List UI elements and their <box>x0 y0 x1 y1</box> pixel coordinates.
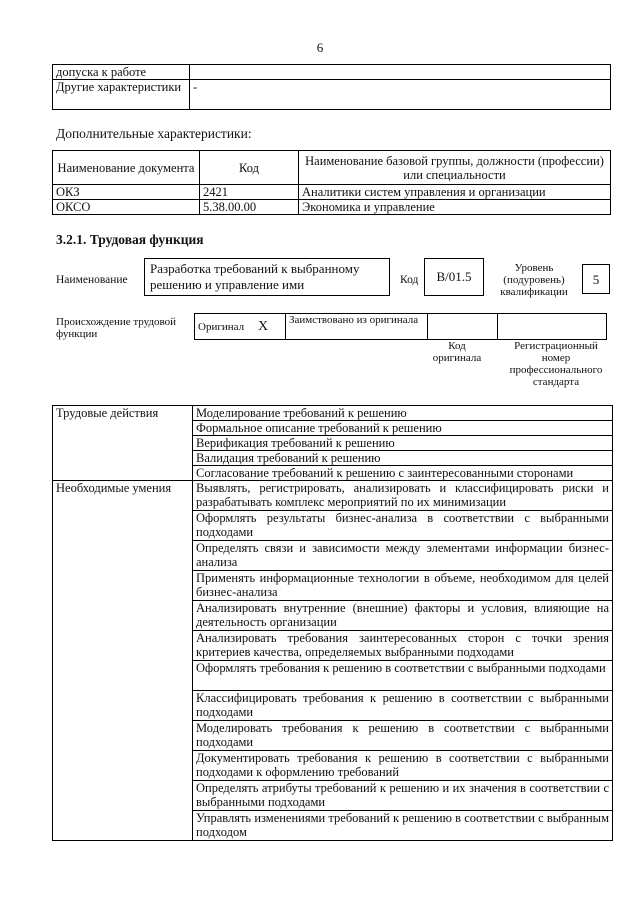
details-table <box>52 405 613 841</box>
level-box: 5 <box>582 264 610 294</box>
skill-item: Моделировать требования к решению в соответствии с выбранными подходами <box>193 721 613 751</box>
borrowed-label: Заимствовано из оригинала <box>286 314 428 340</box>
table-cell: Экономика и управление <box>299 200 611 215</box>
table-cell: Аналитики систем управления и организации <box>299 185 611 200</box>
skill-item: Оформлять требования к решению в соответствии с выбранными подходами <box>193 661 613 691</box>
skill-item: Анализировать требования заинтересованных сторон с точки зрения критериев качества, определяемых выбранными подходами <box>193 631 613 661</box>
action-item: Согласование требований к решению с заинтересованными сторонами <box>193 466 613 481</box>
action-item: Валидация требований к решению <box>193 451 613 466</box>
skill-item: Классифицировать требования к решению в соответствии с выбранными подходами <box>193 691 613 721</box>
origin-label: Происхождение трудовой функции <box>56 316 177 340</box>
reg-number-cell <box>498 314 607 340</box>
actions-label: Трудовые действия <box>53 406 193 481</box>
level-label: Уровень (подуровень) квалификации <box>500 262 568 298</box>
function-heading: 3.2.1. Трудовая функция <box>56 232 204 247</box>
top-row-value: - <box>190 80 611 110</box>
skill-item: Применять информационные технологии в объеме, необходимом для целей бизнес-анализа <box>193 571 613 601</box>
additional-heading: Дополнительные характеристики: <box>56 126 252 141</box>
table-cell: ОКСО <box>53 200 200 215</box>
table-cell: 5.38.00.00 <box>200 200 299 215</box>
skill-item: Анализировать внутренние (внешние) факторы и условия, влияющие на деятельность организации <box>193 601 613 631</box>
action-item: Моделирование требований к решению <box>193 406 613 421</box>
code-label: Код <box>400 274 419 286</box>
additional-table <box>52 150 611 215</box>
skill-item: Выявлять, регистрировать, анализировать и классифицировать риски и разрабатывать комплекс мероприятий по их минимизации <box>193 481 613 511</box>
code-box: B/01.5 <box>424 258 484 296</box>
original-label: Оригинал <box>195 314 256 340</box>
top-row-value <box>190 65 611 80</box>
table-cell: 2421 <box>200 185 299 200</box>
skill-item: Определять связи и зависимости между элементами информации бизнес-анализа <box>193 541 613 571</box>
action-item: Формальное описание требований к решению <box>193 421 613 436</box>
column-header: Наименование базовой группы, должности (профессии) или специальности <box>299 151 611 185</box>
code-original-label: Код оригинала <box>432 340 482 364</box>
name-label: Наименование <box>56 274 128 286</box>
skill-item: Документировать требования к решению в соответствии с выбранными подходами к оформлению требований <box>193 751 613 781</box>
origin-table <box>194 313 607 340</box>
action-item: Верификация требований к решению <box>193 436 613 451</box>
top-row-label: допуска к работе <box>53 65 190 80</box>
skill-item: Определять атрибуты требований к решению и их значения в соответствии с выбранными подходами <box>193 781 613 811</box>
table-cell: ОКЗ <box>53 185 200 200</box>
skills-label: Необходимые умения <box>53 481 193 841</box>
skill-item: Управлять изменениями требований к решению в соответствии с выбранным подходом <box>193 811 613 841</box>
column-header: Код <box>200 151 299 185</box>
code-original-cell <box>428 314 498 340</box>
original-mark: X <box>255 314 286 340</box>
reg-number-label: Регистрационный номер профессионального стандарта <box>509 340 603 388</box>
function-name-box: Разработка требований к выбранному решению и управление ими <box>144 258 390 296</box>
skill-item: Оформлять результаты бизнес-анализа в соответствии с выбранными подходами <box>193 511 613 541</box>
top-row-label: Другие характеристики <box>53 80 190 110</box>
top-table <box>52 64 611 110</box>
page-number: 6 <box>316 40 324 55</box>
column-header: Наименование документа <box>53 151 200 185</box>
